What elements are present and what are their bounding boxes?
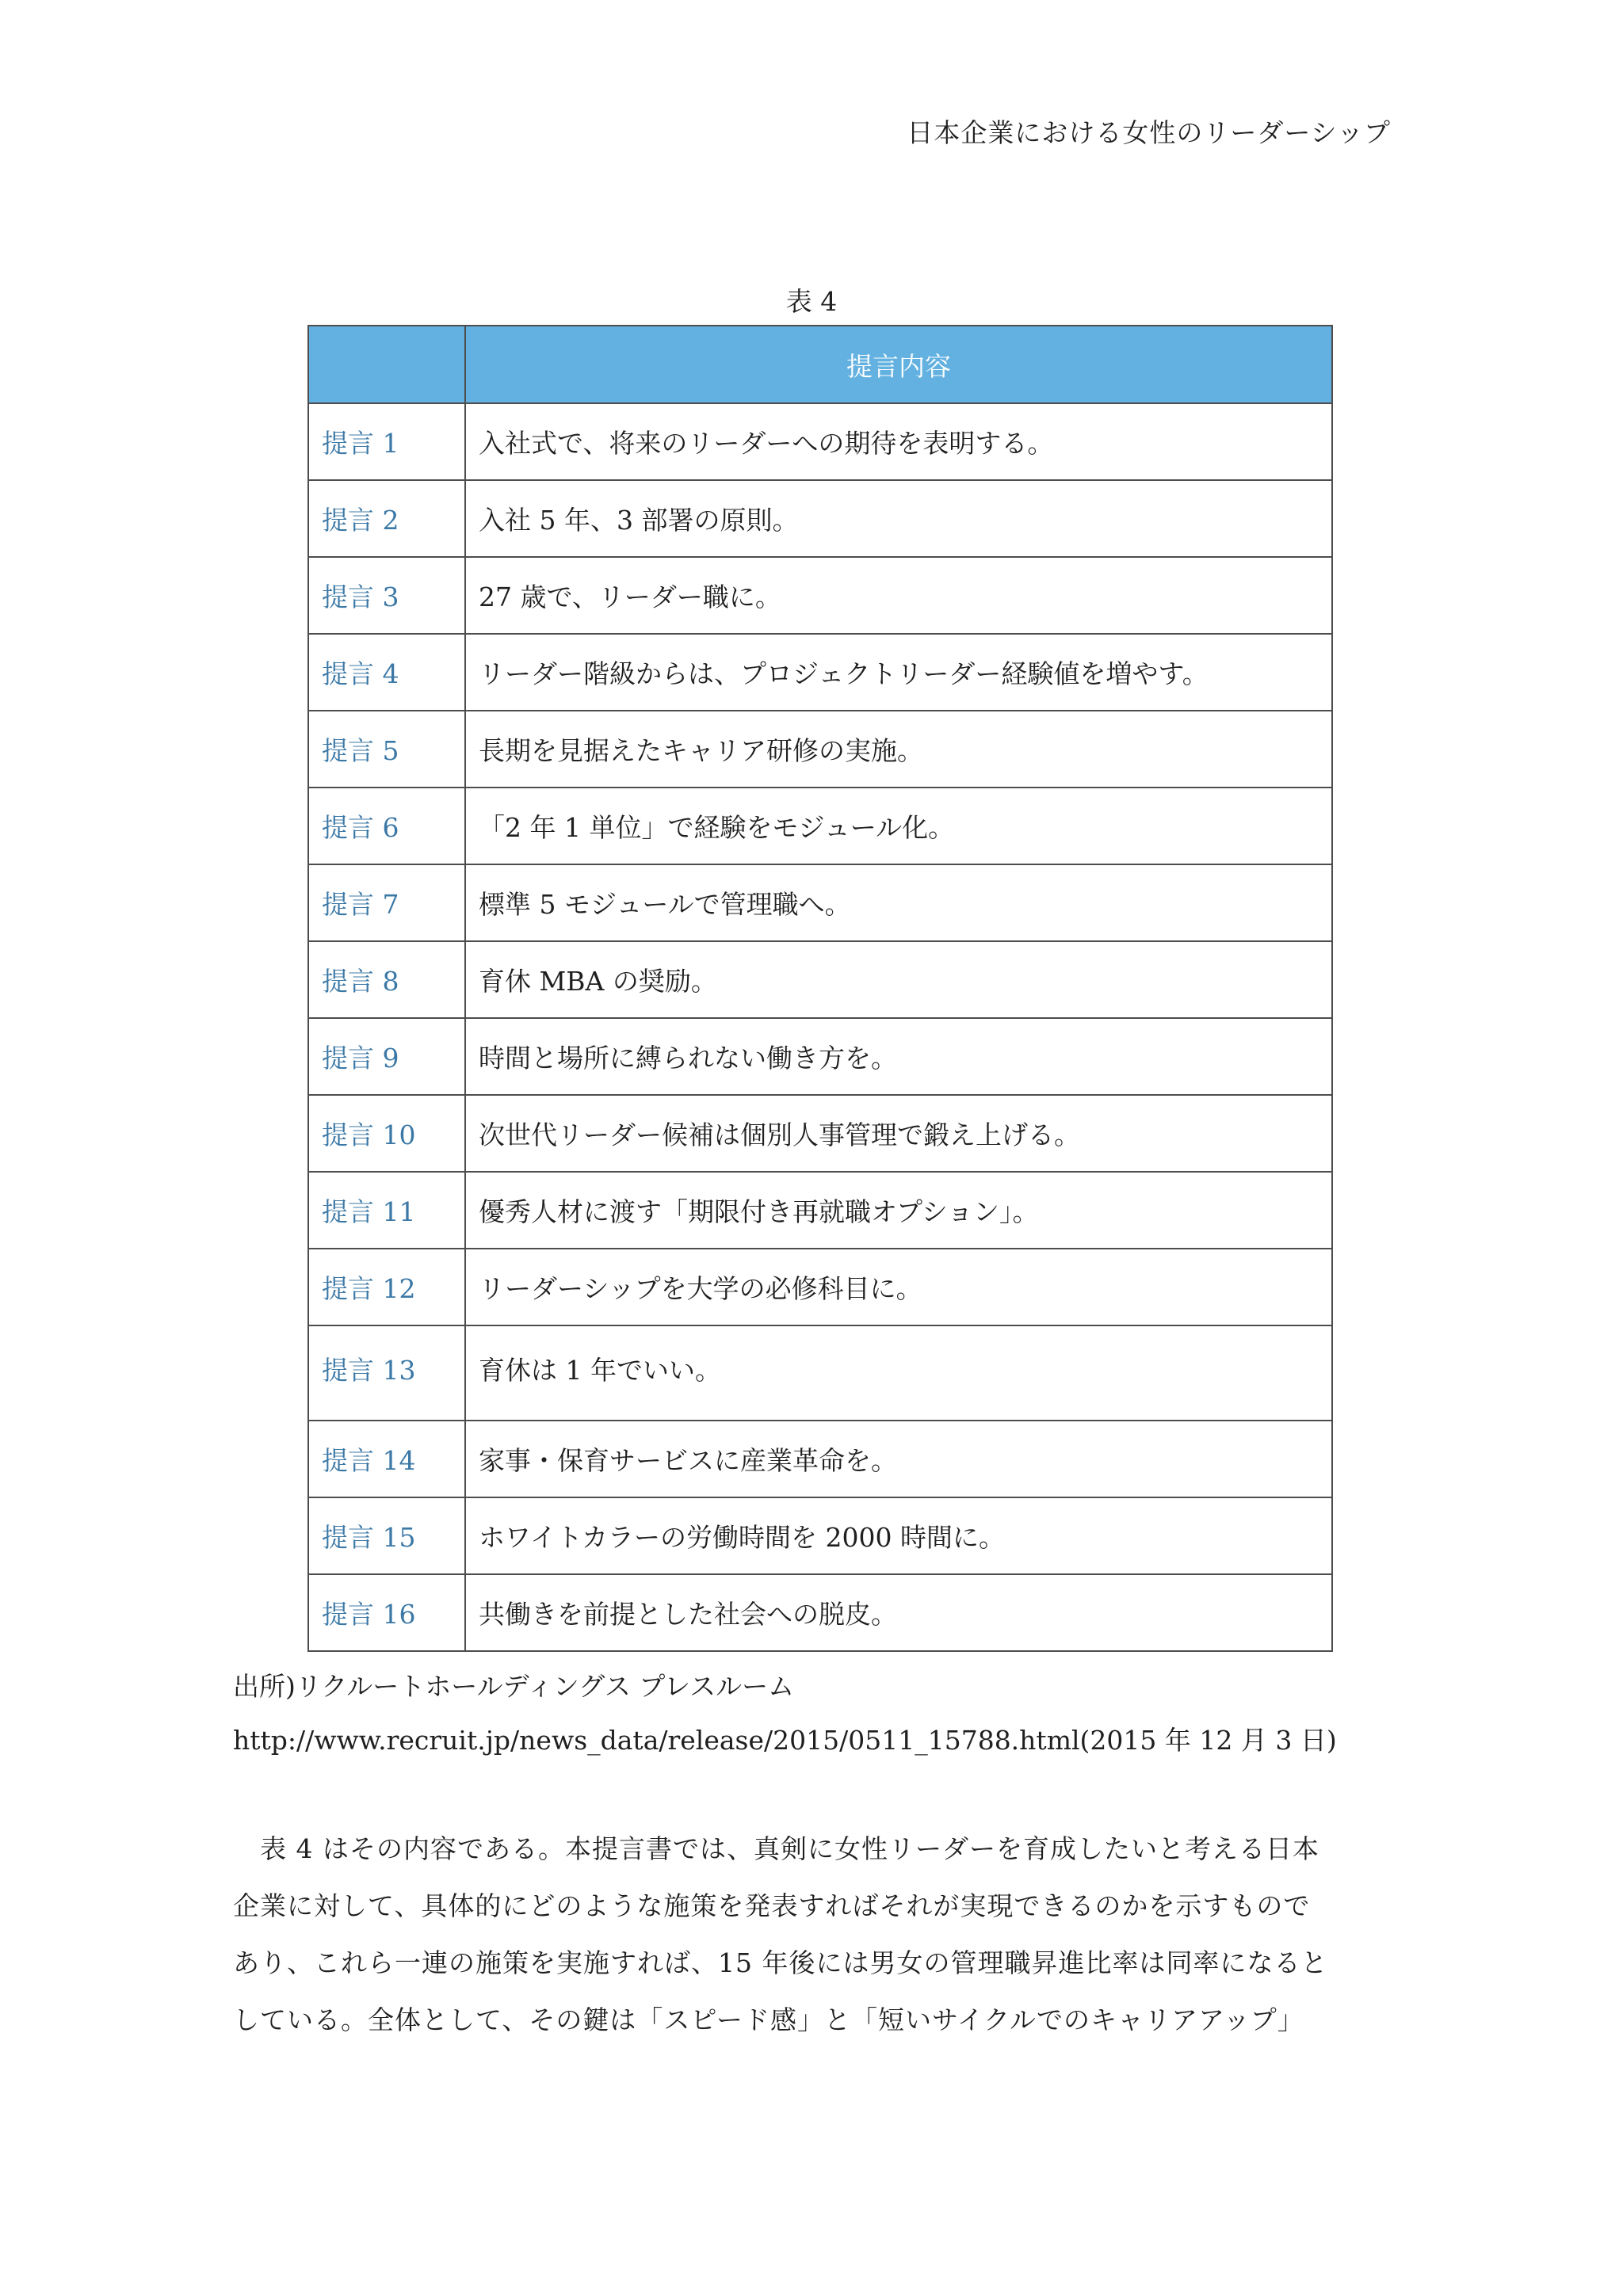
body-paragraph [233, 1821, 1390, 2049]
table-row [308, 1574, 1332, 1651]
table-row [308, 403, 1332, 480]
proposal-label: 提言 10 [308, 1095, 465, 1172]
table-header-row [308, 326, 1332, 403]
proposal-content: 次世代リーダー候補は個別人事管理で鍛え上げる。 [465, 1095, 1332, 1172]
proposal-label: 提言 13 [308, 1325, 465, 1421]
table-row [308, 1095, 1332, 1172]
proposal-content: 育休は 1 年でいい。 [465, 1325, 1332, 1421]
proposal-label: 提言 7 [308, 864, 465, 941]
proposal-content: 27 歳で、リーダー職に。 [465, 557, 1332, 634]
proposal-label: 提言 14 [308, 1421, 465, 1497]
proposal-content: ホワイトカラーの労働時間を 2000 時間に。 [465, 1497, 1332, 1574]
proposal-label: 提言 1 [308, 403, 465, 480]
proposal-content: 標準 5 モジュールで管理職へ。 [465, 864, 1332, 941]
proposal-content: 長期を見据えたキャリア研修の実施。 [465, 711, 1332, 788]
table-row [308, 1497, 1332, 1574]
proposal-content: 入社式で、将来のリーダーへの期待を表明する。 [465, 403, 1332, 480]
body-line [233, 1821, 1390, 1878]
body-line: 企業に対して、具体的にどのような施策を発表すればそれが実現できるのかを示すもので [233, 1890, 1311, 1921]
proposal-content: 「2 年 1 単位」で経験をモジュール化。 [465, 788, 1332, 864]
table-row [308, 557, 1332, 634]
table-row [308, 1325, 1332, 1421]
table-row [308, 864, 1332, 941]
running-header: 日本企業における女性のリーダーシップ [907, 117, 1391, 148]
proposal-content: 家事・保育サービスに産業革命を。 [465, 1421, 1332, 1497]
proposal-label: 提言 4 [308, 634, 465, 711]
proposal-label: 提言 6 [308, 788, 465, 864]
proposal-content: 共働きを前提とした社会への脱皮。 [465, 1574, 1332, 1651]
proposals-table [307, 325, 1333, 1652]
proposal-label: 提言 9 [308, 1018, 465, 1095]
proposal-label: 提言 3 [308, 557, 465, 634]
table-row [308, 1172, 1332, 1249]
table-row [308, 788, 1332, 864]
proposal-content: 入社 5 年、3 部署の原則。 [465, 480, 1332, 557]
table-row [308, 941, 1332, 1018]
table-caption: 表 4 [785, 286, 838, 317]
table-row [308, 1249, 1332, 1325]
table-row [308, 711, 1332, 788]
proposal-label: 提言 15 [308, 1497, 465, 1574]
source-url: http://www.recruit.jp/news_data/release/2015/0511_15788.html(2015 年 12 月 3 日) [233, 1725, 1337, 1756]
body-line: している。全体として、その鍵は「スピード感」と「短いサイクルでのキャリアアップ」 [233, 2004, 1304, 2035]
proposal-label: 提言 16 [308, 1574, 465, 1651]
column-header-number [308, 326, 465, 403]
source-label: 出所)リクルートホールディングス プレスルーム [233, 1671, 795, 1702]
table-row [308, 1018, 1332, 1095]
source-note [233, 1660, 1337, 1768]
proposal-label: 提言 12 [308, 1249, 465, 1325]
proposal-content: リーダーシップを大学の必修科目に。 [465, 1249, 1332, 1325]
table-row [308, 480, 1332, 557]
body-line-text: 表 4 はその内容である。本提言書では、真剣に女性リーダーを育成したいと考える日本 [260, 1833, 1319, 1864]
proposal-content: 優秀人材に渡す「期限付き再就職オプション」。 [465, 1172, 1332, 1249]
column-header-content: 提言内容 [465, 326, 1332, 403]
proposal-content: 育休 MBA の奨励。 [465, 941, 1332, 1018]
proposal-label: 提言 5 [308, 711, 465, 788]
proposal-content: 時間と場所に縛られない働き方を。 [465, 1018, 1332, 1095]
table-row [308, 1421, 1332, 1497]
proposal-label: 提言 2 [308, 480, 465, 557]
proposal-label: 提言 11 [308, 1172, 465, 1249]
proposal-content: リーダー階級からは、プロジェクトリーダー経験値を増やす。 [465, 634, 1332, 711]
body-line: あり、これら一連の施策を実施すれば、15 年後には男女の管理職昇進比率は同率になると [233, 1947, 1328, 1978]
table-row [308, 634, 1332, 711]
proposal-label: 提言 8 [308, 941, 465, 1018]
